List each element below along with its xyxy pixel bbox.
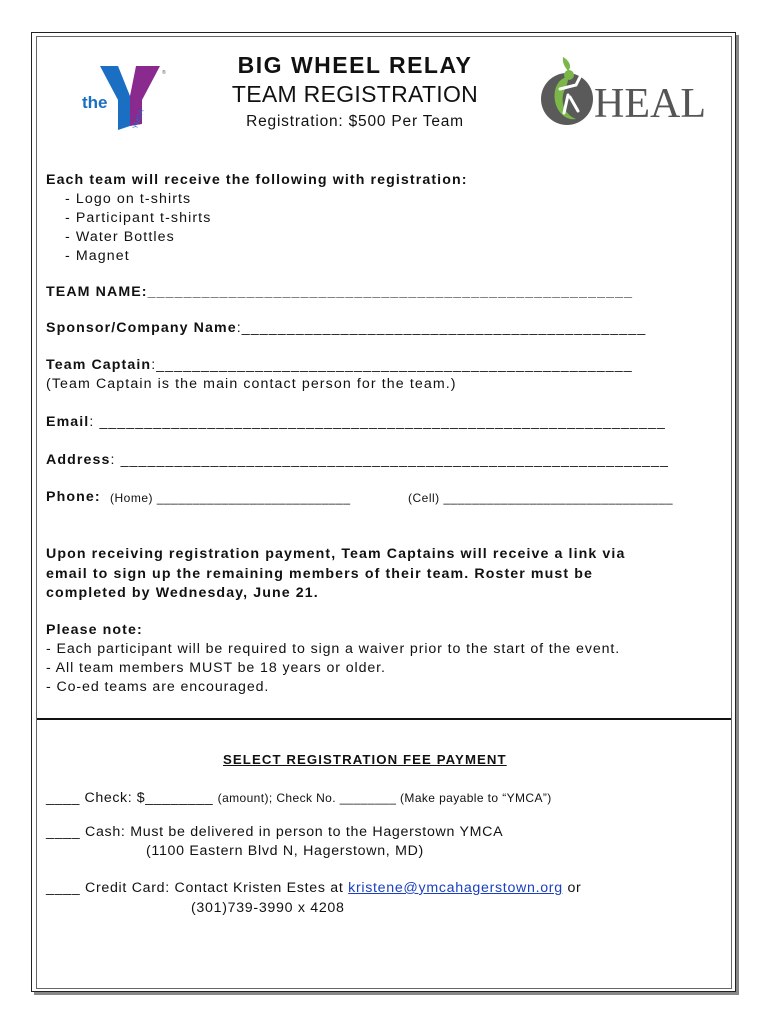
ymca-logo-text: the — [82, 93, 108, 112]
svg-text:®: ® — [162, 70, 166, 76]
note-item: - Co-ed teams are encouraged. — [46, 679, 270, 695]
check-main[interactable]: ____ Check: $________ — [46, 790, 214, 806]
address-line[interactable]: : _____________________________________________________________ — [110, 452, 669, 468]
sponsor-field[interactable] — [46, 320, 646, 336]
phone-cell-field[interactable]: (Cell) ________________________________ — [408, 491, 674, 505]
event-title: BIG WHEEL RELAY — [237, 52, 473, 78]
benefit-item: - Magnet — [65, 248, 130, 264]
captain-label: Team Captain — [46, 357, 152, 373]
credit-card-option[interactable] — [46, 880, 582, 896]
email-field[interactable] — [46, 414, 666, 430]
sponsor-label: Sponsor/Company Name — [46, 320, 237, 336]
captain-line[interactable]: :_____________________________________________________ — [151, 357, 633, 373]
card-suffix: or — [562, 880, 582, 896]
benefit-item: - Participant t-shirts — [65, 210, 212, 226]
section-divider — [37, 718, 731, 720]
check-option[interactable] — [46, 789, 552, 807]
address-field[interactable] — [46, 452, 669, 468]
roster-notice-line: completed by Wednesday, June 21. — [46, 585, 319, 601]
phone-label: Phone: — [46, 489, 101, 505]
note-item: - Each participant will be required to sign a waiver prior to the start of the event. — [46, 641, 621, 657]
captain-note: (Team Captain is the main contact person for the team.) — [46, 376, 457, 392]
contact-email-link[interactable]: kristene@ymcahagerstown.org — [348, 880, 563, 896]
sponsor-line[interactable]: :_____________________________________________ — [236, 320, 647, 336]
heal-logo-text: HEAL — [594, 81, 706, 127]
heal-logo — [536, 55, 716, 135]
roster-notice-line: email to sign up the remaining members of their team. Roster must be — [46, 566, 594, 582]
email-label: Email — [46, 414, 90, 430]
registration-fee: Registration: $500 Per Team — [246, 113, 464, 130]
roster-notice-line: Upon receiving registration payment, Team Captains will receive a link via — [46, 546, 626, 562]
benefit-item: - Logo on t-shirts — [65, 191, 192, 207]
form-subtitle: TEAM REGISTRATION — [231, 81, 479, 107]
contact-phone: (301)739-3990 x 4208 — [191, 900, 345, 916]
svg-text:YMCA: YMCA — [132, 108, 146, 131]
check-detail[interactable]: (amount); Check No. ________ (Make payable to “YMCA”) — [217, 791, 552, 805]
cash-address: (1100 Eastern Blvd N, Hagerstown, MD) — [146, 843, 424, 859]
card-prefix[interactable]: ____ Credit Card: Contact Kristen Estes at — [46, 880, 349, 896]
email-line[interactable]: : _______________________________________________________________ — [89, 414, 666, 430]
team-name-field[interactable]: TEAM NAME:______________________________________________________ — [46, 284, 634, 300]
address-label: Address — [46, 452, 111, 468]
payment-heading: SELECT REGISTRATION FEE PAYMENT — [223, 752, 507, 767]
benefit-item: - Water Bottles — [65, 229, 175, 245]
cash-option[interactable]: ____ Cash: Must be delivered in person to the Hagerstown YMCA — [46, 824, 504, 840]
benefits-heading: Each team will receive the following with registration: — [46, 172, 468, 188]
captain-field[interactable] — [46, 357, 633, 373]
phone-home-field[interactable]: (Home) ___________________________ — [110, 491, 351, 505]
notes-heading: Please note: — [46, 622, 143, 638]
ymca-logo — [78, 64, 176, 134]
note-item: - All team members MUST be 18 years or older. — [46, 660, 386, 676]
